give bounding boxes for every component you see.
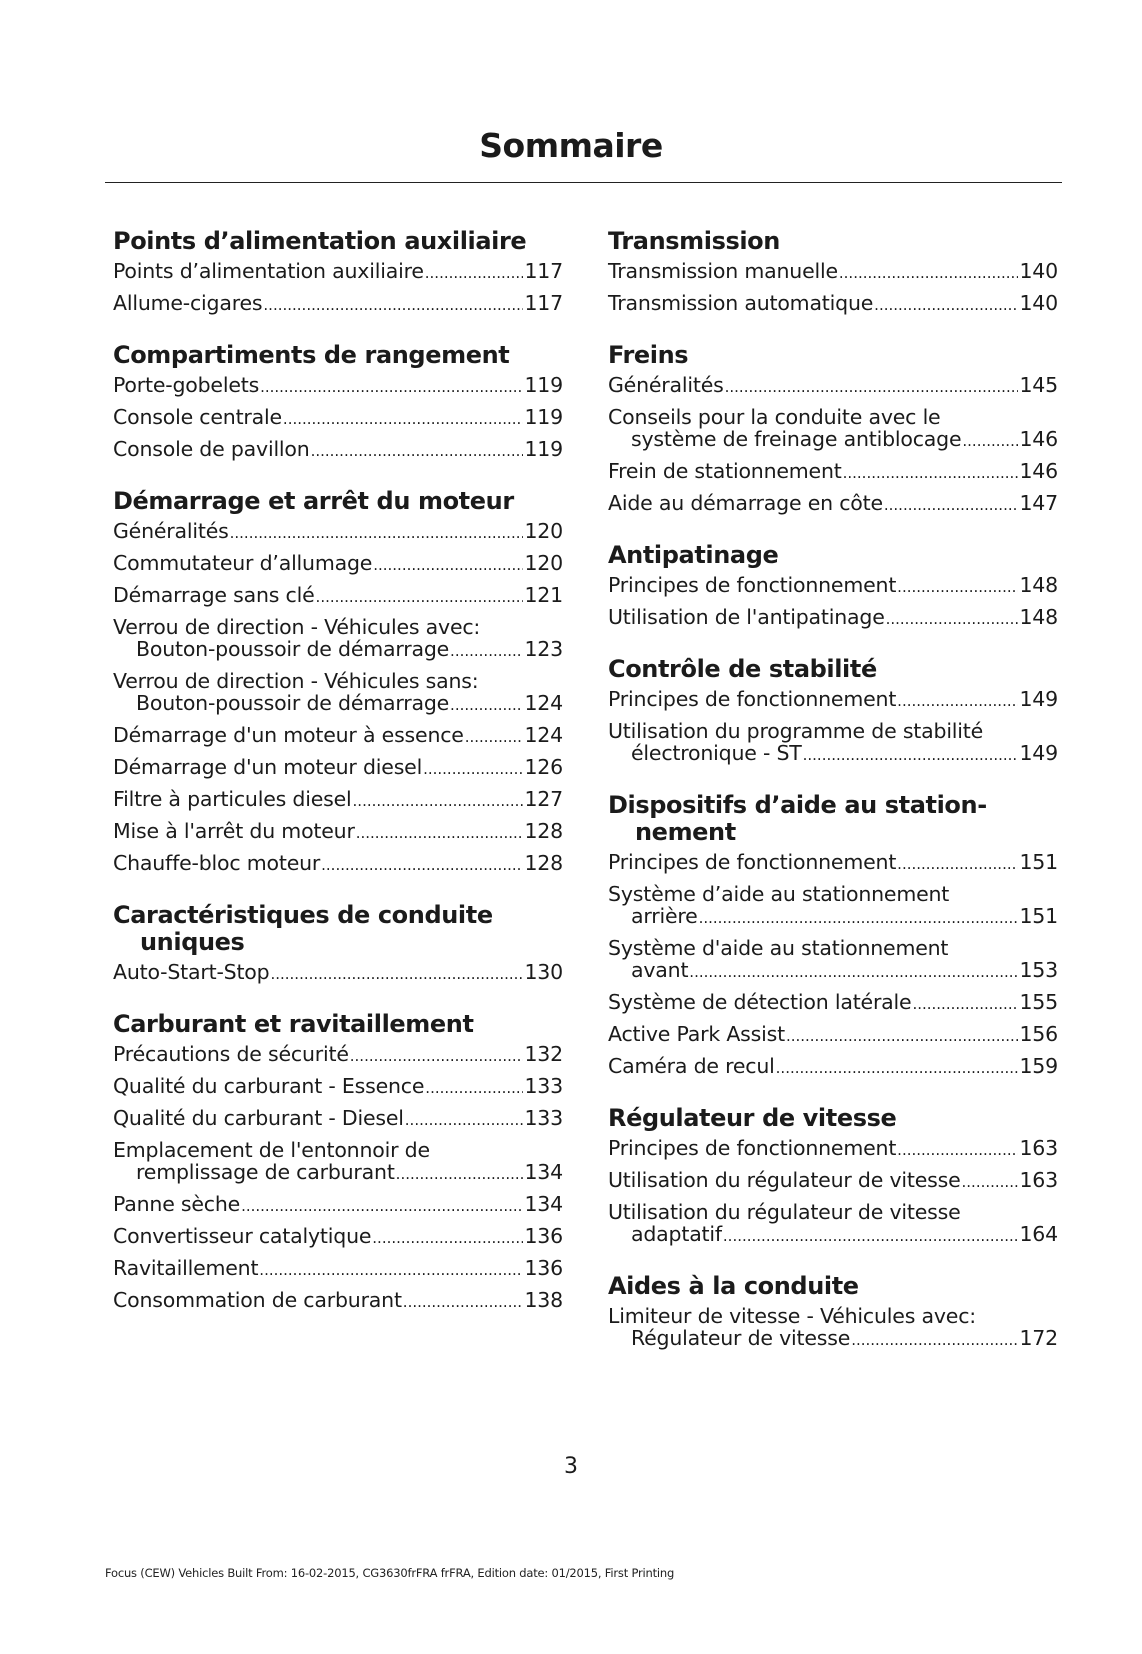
toc-page-number: 151 [1019, 904, 1058, 928]
dot-leader [425, 262, 524, 284]
dot-leader [311, 440, 524, 462]
dot-leader [897, 1139, 1018, 1161]
toc-page-number: 149 [1019, 687, 1058, 711]
toc-entry[interactable] [608, 374, 1058, 398]
toc-entry[interactable] [608, 574, 1058, 598]
toc-entry-label: Utilisation du régulateur de vitesse [608, 1200, 961, 1224]
dot-leader [786, 1025, 1019, 1047]
toc-section [608, 1273, 1058, 1351]
toc-page-number: 140 [1019, 259, 1058, 283]
toc-entry[interactable] [113, 756, 563, 780]
toc-entry-label: Porte-gobelets [113, 373, 260, 397]
footer-edition-info: Focus (CEW) Vehicles Built From: 16-02-2015, CG3630frFRA frFRA, Edition date: 01/2015, First Printing [105, 1566, 675, 1580]
toc-entry[interactable] [608, 1169, 1058, 1193]
toc-entry-label: Système de détection latérale [608, 990, 912, 1014]
toc-entry[interactable] [113, 670, 563, 716]
toc-page-number: 156 [1019, 1022, 1058, 1046]
dot-leader [897, 853, 1018, 875]
toc-entry[interactable] [608, 492, 1058, 516]
toc-entry-label: Qualité du carburant - Diesel [113, 1106, 404, 1130]
toc-entry-label: Qualité du carburant - Essence [113, 1074, 425, 1098]
toc-entry-label: arrière [631, 904, 698, 928]
dot-leader [425, 1077, 523, 1099]
dot-leader [874, 294, 1018, 316]
toc-page-number: 138 [524, 1288, 563, 1312]
toc-section [113, 342, 563, 462]
toc-page-number: 123 [524, 637, 563, 661]
dot-leader [241, 1195, 523, 1217]
toc-entry-label: Utilisation du régulateur de vitesse [608, 1168, 961, 1192]
dot-leader [962, 1171, 1019, 1193]
toc-entry[interactable] [113, 374, 563, 398]
toc-section [608, 342, 1058, 516]
toc-page-number: 132 [524, 1042, 563, 1066]
toc-entry-label: Transmission manuelle [608, 259, 838, 283]
toc-page-number: 145 [1019, 373, 1058, 397]
section-title: Régulateur de vitesse [608, 1104, 897, 1132]
toc-entry-label: Régulateur de vitesse [631, 1326, 851, 1350]
page-title: Sommaire [479, 126, 663, 165]
toc-entry[interactable] [608, 851, 1058, 875]
dot-leader [423, 758, 523, 780]
toc-entry-label: Caméra de recul [608, 1054, 775, 1078]
toc-page-number: 126 [524, 755, 563, 779]
toc-page-number: 128 [524, 851, 563, 875]
toc-entry[interactable] [608, 688, 1058, 712]
section-title: Points d’alimentation auxiliaire [113, 227, 527, 255]
dot-leader [403, 1291, 524, 1313]
toc-entry-label: Généralités [608, 373, 724, 397]
dot-leader [270, 963, 523, 985]
toc-entry[interactable] [113, 1139, 563, 1185]
toc-entry[interactable] [113, 852, 563, 876]
toc-entry[interactable] [608, 883, 1058, 929]
dot-leader [372, 1227, 523, 1249]
toc-entry-label: Système d'aide au stationnement [608, 936, 949, 960]
dot-leader [283, 408, 524, 430]
toc-entry[interactable] [113, 820, 563, 844]
toc-page-number: 146 [1019, 459, 1058, 483]
dot-leader [851, 1329, 1018, 1351]
toc-entry[interactable] [608, 720, 1058, 766]
toc-entry-label: Principes de fonctionnement [608, 687, 897, 711]
toc-page-number: 136 [524, 1224, 563, 1248]
dot-leader [373, 554, 523, 576]
dot-leader [912, 993, 1018, 1015]
toc-entry-label: Système d’aide au stationnement [608, 882, 950, 906]
toc-page-number: 148 [1019, 605, 1058, 629]
dot-leader [450, 694, 523, 716]
toc-entry-label: Console de pavillon [113, 437, 310, 461]
toc-entry-label: Auto-Start-Stop [113, 960, 270, 984]
toc-entry[interactable] [608, 937, 1058, 983]
toc-entry[interactable] [113, 616, 563, 662]
toc-page-number: 153 [1019, 958, 1058, 982]
toc-page-number: 151 [1019, 850, 1058, 874]
toc-entry[interactable] [113, 260, 563, 284]
toc-section [113, 1011, 563, 1313]
toc-page-number: 124 [524, 691, 563, 715]
toc-entry[interactable] [113, 1075, 563, 1099]
toc-page-number: 172 [1019, 1326, 1058, 1350]
section-title: Transmission [608, 227, 780, 255]
dot-leader [405, 1109, 524, 1131]
toc-entry-label: Console centrale [113, 405, 282, 429]
toc-section [113, 902, 563, 985]
toc-entry[interactable] [608, 1055, 1058, 1079]
dot-leader [356, 822, 524, 844]
dot-leader [450, 640, 523, 662]
dot-leader [353, 790, 524, 812]
section-title: Contrôle de stabilité [608, 655, 877, 683]
toc-section [608, 228, 1058, 316]
dot-leader [321, 854, 523, 876]
toc-entry-label: Aide au démarrage en côte [608, 491, 883, 515]
toc-entry-label: Commutateur d’allumage [113, 551, 373, 575]
toc-section [608, 792, 1058, 1079]
toc-entry-label: avant [631, 958, 689, 982]
toc-page-number: 148 [1019, 573, 1058, 597]
section-title: Compartiments de rangement [113, 341, 510, 369]
toc-entry-label: système de freinage antiblocage [631, 427, 962, 451]
toc-entry-label: remplissage de carburant [136, 1160, 395, 1184]
toc-entry-label: Ravitaillement [113, 1256, 259, 1280]
dot-leader [263, 294, 523, 316]
dot-leader [689, 961, 1018, 983]
dot-leader [897, 576, 1018, 598]
toc-page-number: 120 [524, 519, 563, 543]
toc-section [113, 228, 563, 316]
dot-leader [962, 430, 1018, 452]
toc-entry-label: Utilisation du programme de stabilité [608, 719, 984, 743]
toc-entry[interactable] [113, 406, 563, 430]
toc-entry[interactable] [608, 292, 1058, 316]
toc-entry-label: Verrou de direction - Véhicules sans: [113, 669, 479, 693]
dot-leader [886, 608, 1019, 630]
toc-entry[interactable] [113, 1107, 563, 1131]
toc-entry-label: Limiteur de vitesse - Véhicules avec: [608, 1304, 976, 1328]
toc-entry[interactable] [608, 1201, 1058, 1247]
dot-leader [803, 744, 1019, 766]
toc-entry-label: Bouton-poussoir de démarrage [136, 691, 450, 715]
dot-leader [316, 586, 524, 608]
toc-page-number: 124 [524, 723, 563, 747]
toc-entry-label: Utilisation de l'antipatinage [608, 605, 885, 629]
toc-entry-label: électronique - ST [631, 741, 802, 765]
section-title: Démarrage et arrêt du moteur [113, 487, 514, 515]
toc-entry[interactable] [608, 1137, 1058, 1161]
toc-page-number: 146 [1019, 427, 1058, 451]
section-title: Freins [608, 341, 689, 369]
toc-entry-label: Emplacement de l'entonnoir de [113, 1138, 430, 1162]
toc-entry-label: Principes de fonctionnement [608, 1136, 897, 1160]
toc-page-number: 134 [524, 1160, 563, 1184]
toc-entry[interactable] [113, 552, 563, 576]
dot-leader [396, 1163, 524, 1185]
toc-page-number: 130 [524, 960, 563, 984]
dot-leader [699, 907, 1019, 929]
toc-right-column [608, 228, 1058, 1377]
toc-entry[interactable] [608, 406, 1058, 452]
toc-page-number: 134 [524, 1192, 563, 1216]
toc-page-number: 133 [524, 1106, 563, 1130]
toc-page-number: 119 [524, 373, 563, 397]
toc-page-number: 147 [1019, 491, 1058, 515]
toc-page-number: 149 [1019, 741, 1058, 765]
toc-entry[interactable] [113, 1043, 563, 1067]
dot-leader [897, 690, 1018, 712]
toc-entry[interactable] [608, 606, 1058, 630]
section-title: Caractéristiques de conduite uniques [113, 901, 493, 956]
toc-entry[interactable] [608, 1305, 1058, 1351]
toc-entry[interactable] [113, 1193, 563, 1217]
toc-entry[interactable] [608, 1023, 1058, 1047]
toc-entry-label: Généralités [113, 519, 229, 543]
toc-left-column [113, 228, 563, 1339]
toc-entry-label: Transmission automatique [608, 291, 874, 315]
toc-page-number: 164 [1019, 1222, 1058, 1246]
toc-page-number: 128 [524, 819, 563, 843]
dot-leader [259, 1259, 523, 1281]
toc-entry-label: Mise à l'arrêt du moteur [113, 819, 355, 843]
dot-leader [723, 1225, 1019, 1247]
toc-entry-label: Points d’alimentation auxiliaire [113, 259, 424, 283]
title-divider [105, 182, 1062, 183]
toc-page-number: 117 [524, 291, 563, 315]
section-title: Dispositifs d’aide au station- nement [608, 791, 987, 846]
toc-section [608, 542, 1058, 630]
toc-page-number: 155 [1019, 990, 1058, 1014]
toc-entry-label: Précautions de sécurité [113, 1042, 349, 1066]
toc-section [608, 656, 1058, 766]
toc-page-number: 127 [524, 787, 563, 811]
toc-entry[interactable] [113, 1289, 563, 1313]
toc-entry[interactable] [113, 961, 563, 985]
toc-section [608, 1105, 1058, 1247]
toc-page-number: 136 [524, 1256, 563, 1280]
toc-entry[interactable] [113, 1257, 563, 1281]
dot-leader [843, 462, 1019, 484]
toc-entry[interactable] [608, 460, 1058, 484]
toc-entry-label: Démarrage sans clé [113, 583, 315, 607]
toc-page-number: 140 [1019, 291, 1058, 315]
toc-entry[interactable] [113, 788, 563, 812]
dot-leader [884, 494, 1019, 516]
toc-page-number: 133 [524, 1074, 563, 1098]
toc-entry-label: Filtre à particules diesel [113, 787, 352, 811]
toc-entry-label: Principes de fonctionnement [608, 850, 897, 874]
toc-entry-label: Convertisseur catalytique [113, 1224, 372, 1248]
toc-entry-label: Active Park Assist [608, 1022, 785, 1046]
toc-entry[interactable] [113, 292, 563, 316]
toc-entry-label: adaptatif [631, 1222, 722, 1246]
toc-entry-label: Principes de fonctionnement [608, 573, 897, 597]
toc-entry-label: Chauffe-bloc moteur [113, 851, 321, 875]
toc-entry[interactable] [113, 584, 563, 608]
toc-entry-label: Allume-cigares [113, 291, 263, 315]
section-title: Carburant et ravitaillement [113, 1010, 474, 1038]
toc-entry[interactable] [113, 724, 563, 748]
section-title: Aides à la conduite [608, 1272, 859, 1300]
dot-leader [465, 726, 524, 748]
toc-page-number: 120 [524, 551, 563, 575]
toc-page-number: 117 [524, 259, 563, 283]
dot-leader [230, 522, 524, 544]
toc-entry[interactable] [113, 1225, 563, 1249]
toc-entry[interactable] [608, 991, 1058, 1015]
section-title: Antipatinage [608, 541, 779, 569]
toc-entry-label: Démarrage d'un moteur diesel [113, 755, 423, 779]
dot-leader [260, 376, 523, 398]
toc-page-number: 119 [524, 437, 563, 461]
toc-page-number: 163 [1019, 1136, 1058, 1160]
dot-leader [350, 1045, 524, 1067]
toc-page-number: 119 [524, 405, 563, 429]
toc-entry-label: Frein de stationnement [608, 459, 842, 483]
page-number: 3 [564, 1454, 578, 1479]
toc-entry-label: Consommation de carburant [113, 1288, 402, 1312]
toc-entry-label: Conseils pour la conduite avec le [608, 405, 941, 429]
toc-entry[interactable] [608, 260, 1058, 284]
toc-page-number: 121 [524, 583, 563, 607]
dot-leader [776, 1057, 1019, 1079]
toc-entry-label: Démarrage d'un moteur à essence [113, 723, 464, 747]
toc-entry-label: Verrou de direction - Véhicules avec: [113, 615, 481, 639]
toc-page-number: 163 [1019, 1168, 1058, 1192]
toc-page-number: 159 [1019, 1054, 1058, 1078]
toc-entry-label: Bouton-poussoir de démarrage [136, 637, 450, 661]
toc-entry-label: Panne sèche [113, 1192, 241, 1216]
toc-section [113, 488, 563, 876]
dot-leader [839, 262, 1019, 284]
toc-entry[interactable] [113, 438, 563, 462]
dot-leader [725, 376, 1019, 398]
toc-entry[interactable] [113, 520, 563, 544]
